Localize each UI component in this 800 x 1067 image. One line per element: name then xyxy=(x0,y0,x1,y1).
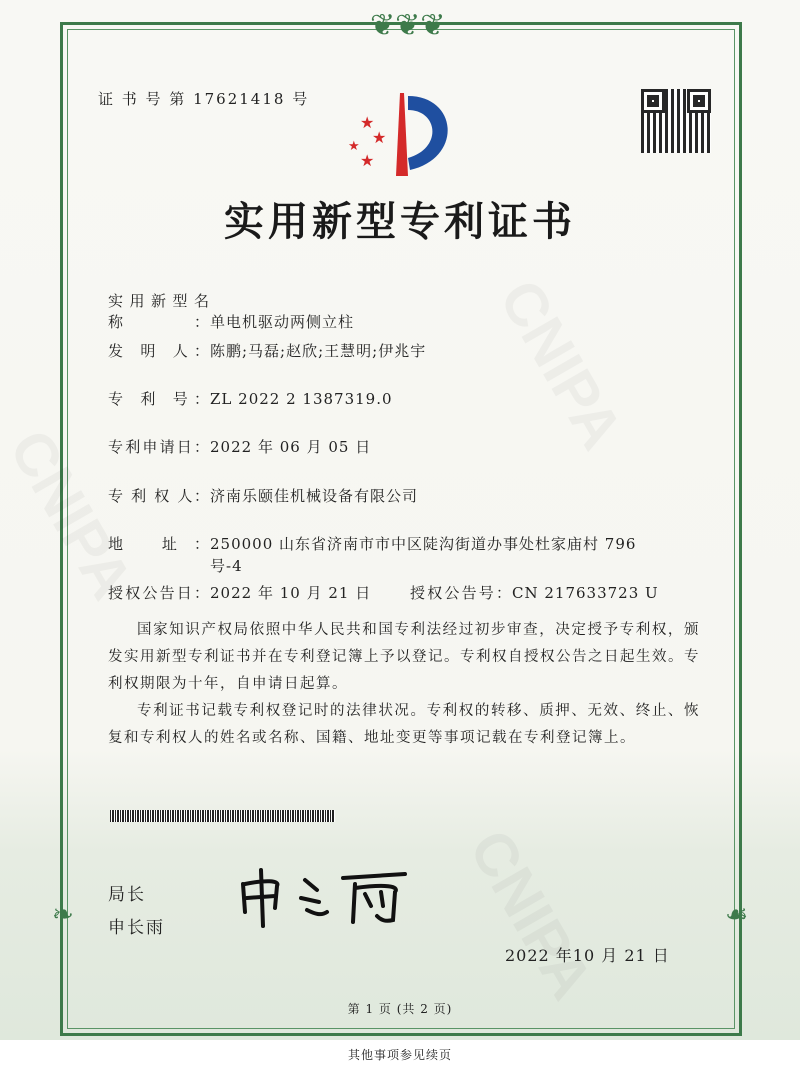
legal-status-statement: 专利证书记载专利权登记时的法律状况。专利权的转移、质押、无效、终止、恢复和专利权人的姓名或名称、国籍、地址变更等事项记载在专利登记簿上。 xyxy=(108,703,700,746)
field-grant-date: 授权公告日：2022 年 10 月 21 日 xyxy=(108,584,372,602)
field-application-date: 专利申请日：2022 年 06 月 05 日 xyxy=(108,438,372,456)
signatory-name: 申长雨 xyxy=(108,918,165,938)
field-grant-number: 授权公告号：CN 217633723 U xyxy=(410,584,659,602)
document-title: 实用新型专利证书 xyxy=(224,198,576,245)
field-patentee: 专 利 权 人：济南乐颐佳机械设备有限公司 xyxy=(108,487,419,505)
qr-code xyxy=(641,89,711,153)
left-ornament-icon: ❧ xyxy=(52,900,74,930)
handwritten-signature xyxy=(235,862,415,932)
svg-text:★: ★ xyxy=(372,128,387,147)
svg-text:★: ★ xyxy=(360,151,375,170)
svg-text:★: ★ xyxy=(360,113,375,132)
page-number: 第 1 页 (共 2 页) xyxy=(347,1002,453,1016)
top-ornament-icon: ❦❦❦ xyxy=(370,8,446,43)
field-patent-number: 专 利 号：ZL 2022 2 1387319.0 xyxy=(108,390,393,408)
field-inventors: 发 明 人：陈鹏;马磊;赵欣;王慧明;伊兆宇 xyxy=(108,342,427,360)
issue-date: 2022 年10 月 21 日 xyxy=(505,946,670,965)
signatory-title: 局长 xyxy=(108,885,146,905)
cnipa-logo-icon xyxy=(338,88,468,178)
certificate-number: 证 书 号 第 17621418 号 xyxy=(98,90,310,108)
field-address: 地 址：250000 山东省济南市市中区陡沟街道办事处杜家庙村 796 号-4 xyxy=(108,535,637,575)
right-ornament-icon: ☙ xyxy=(725,900,749,930)
grant-statement: 国家知识产权局依照中华人民共和国专利法经过初步审查，决定授予专利权，颁发实用新型专利证书并在专利登记簿上予以登记。专利权自授权公告之日起生效。专利权期限为十年，自申请日起算。 xyxy=(108,622,700,692)
field-utility-model-name: 实用新型名称：单电机驱动两侧立柱 xyxy=(108,292,355,331)
continued-note: 其他事项参见续页 xyxy=(347,1048,452,1062)
svg-text:★: ★ xyxy=(348,139,360,154)
barcode xyxy=(110,810,335,822)
